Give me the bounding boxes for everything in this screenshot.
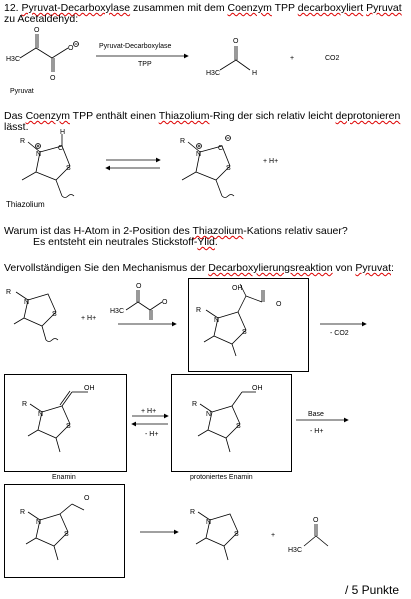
svg-text:S: S (66, 165, 71, 172)
svg-text:O: O (84, 495, 90, 502)
question-text: Warum ist das H-Atom in 2-Position des Thiazolium-Kations relativ sauer? (4, 225, 348, 237)
svg-text:S: S (52, 311, 57, 318)
svg-text:S: S (234, 531, 239, 538)
pyruvat-label: Pyruvat (10, 88, 34, 95)
svg-text:OH: OH (232, 285, 243, 292)
svg-text:C: C (218, 145, 224, 152)
answer-text: Es entsteht ein neutrales Stickstoff-Ylid. (33, 236, 218, 248)
svg-text:N: N (24, 299, 30, 306)
pyruvat-h3c: H3C (6, 56, 21, 63)
svg-text:O: O (50, 75, 56, 82)
acetaldehyde-h3c: H3C (206, 70, 221, 77)
plus-sign: + (290, 55, 295, 62)
thiazolium-label: Thiazolium (6, 200, 45, 209)
enamin-label: Enamin (52, 474, 76, 481)
acetaldehyde-h: H (252, 70, 258, 77)
svg-text:OH: OH (252, 385, 263, 392)
svg-text:R: R (20, 509, 26, 516)
co2-label: CO2 (325, 55, 340, 62)
svg-text:O: O (34, 27, 40, 34)
enzyme-label: Pyruvat-Decarboxylase (99, 43, 172, 50)
score-label: / 5 Punkte (345, 583, 400, 597)
svg-text:N: N (196, 151, 202, 158)
plus-sign-2: + (271, 532, 276, 539)
svg-text:N: N (38, 411, 44, 418)
svg-text:N: N (206, 411, 212, 418)
svg-text:S: S (236, 423, 241, 430)
svg-text:O: O (68, 45, 74, 52)
acetaldehyde-o: O (233, 38, 239, 45)
svg-text:N: N (206, 519, 212, 526)
task-heading-line2: zu Acetaldehyd: (4, 13, 79, 25)
svg-text:S: S (66, 423, 71, 430)
svg-text:S: S (242, 329, 247, 336)
svg-text:R: R (20, 138, 26, 145)
svg-text:R: R (180, 138, 186, 145)
svg-text:R: R (190, 509, 196, 516)
plus-h-label-2: + H+ (141, 408, 157, 415)
svg-text:S: S (64, 531, 69, 538)
svg-text:O: O (162, 299, 168, 306)
minus-h-label-2: - H+ (310, 428, 324, 435)
acetaldehyde-h3c-2: H3C (288, 547, 303, 554)
plus-proton-label: + H+ (263, 158, 279, 165)
thiazolium-paragraph-line2: lässt. (4, 121, 29, 133)
mechanism-heading: Vervollständigen Sie den Mechanismus der Decarboxylierungsreaktion von Pyruvat: (4, 262, 394, 274)
protoniertes-enamin-label: protoniertes Enamin (190, 474, 253, 481)
svg-text:R: R (6, 289, 12, 296)
svg-text:H: H (60, 129, 66, 136)
svg-text:OH: OH (84, 385, 95, 392)
svg-text:C: C (58, 145, 64, 152)
svg-text:N: N (214, 317, 220, 324)
base-label: Base (308, 411, 324, 418)
svg-text:O: O (276, 301, 282, 308)
svg-text:R: R (196, 307, 202, 314)
minus-co2-label: - CO2 (330, 330, 349, 337)
thiazolium-paragraph: Das Coenzym TPP enthält einen Thiazolium-Ring der sich relativ leicht deprotonieren (4, 110, 401, 122)
plus-h-label: + H+ (81, 315, 97, 322)
svg-text:O: O (313, 517, 319, 524)
task-heading: 12. Pyruvat-Decarboxylase zusammen mit dem Coenzym TPP decarboxyliert Pyruvat (4, 2, 402, 14)
pyruvat-structure (20, 34, 68, 72)
minus-h-label: - H+ (145, 431, 159, 438)
svg-text:R: R (192, 401, 198, 408)
cofactor-label: TPP (138, 61, 152, 68)
svg-text:S: S (226, 165, 231, 172)
svg-text:R: R (22, 401, 28, 408)
svg-text:O: O (136, 283, 142, 290)
svg-text:H3C: H3C (110, 308, 125, 315)
svg-text:N: N (36, 519, 42, 526)
svg-text:N: N (36, 151, 42, 158)
